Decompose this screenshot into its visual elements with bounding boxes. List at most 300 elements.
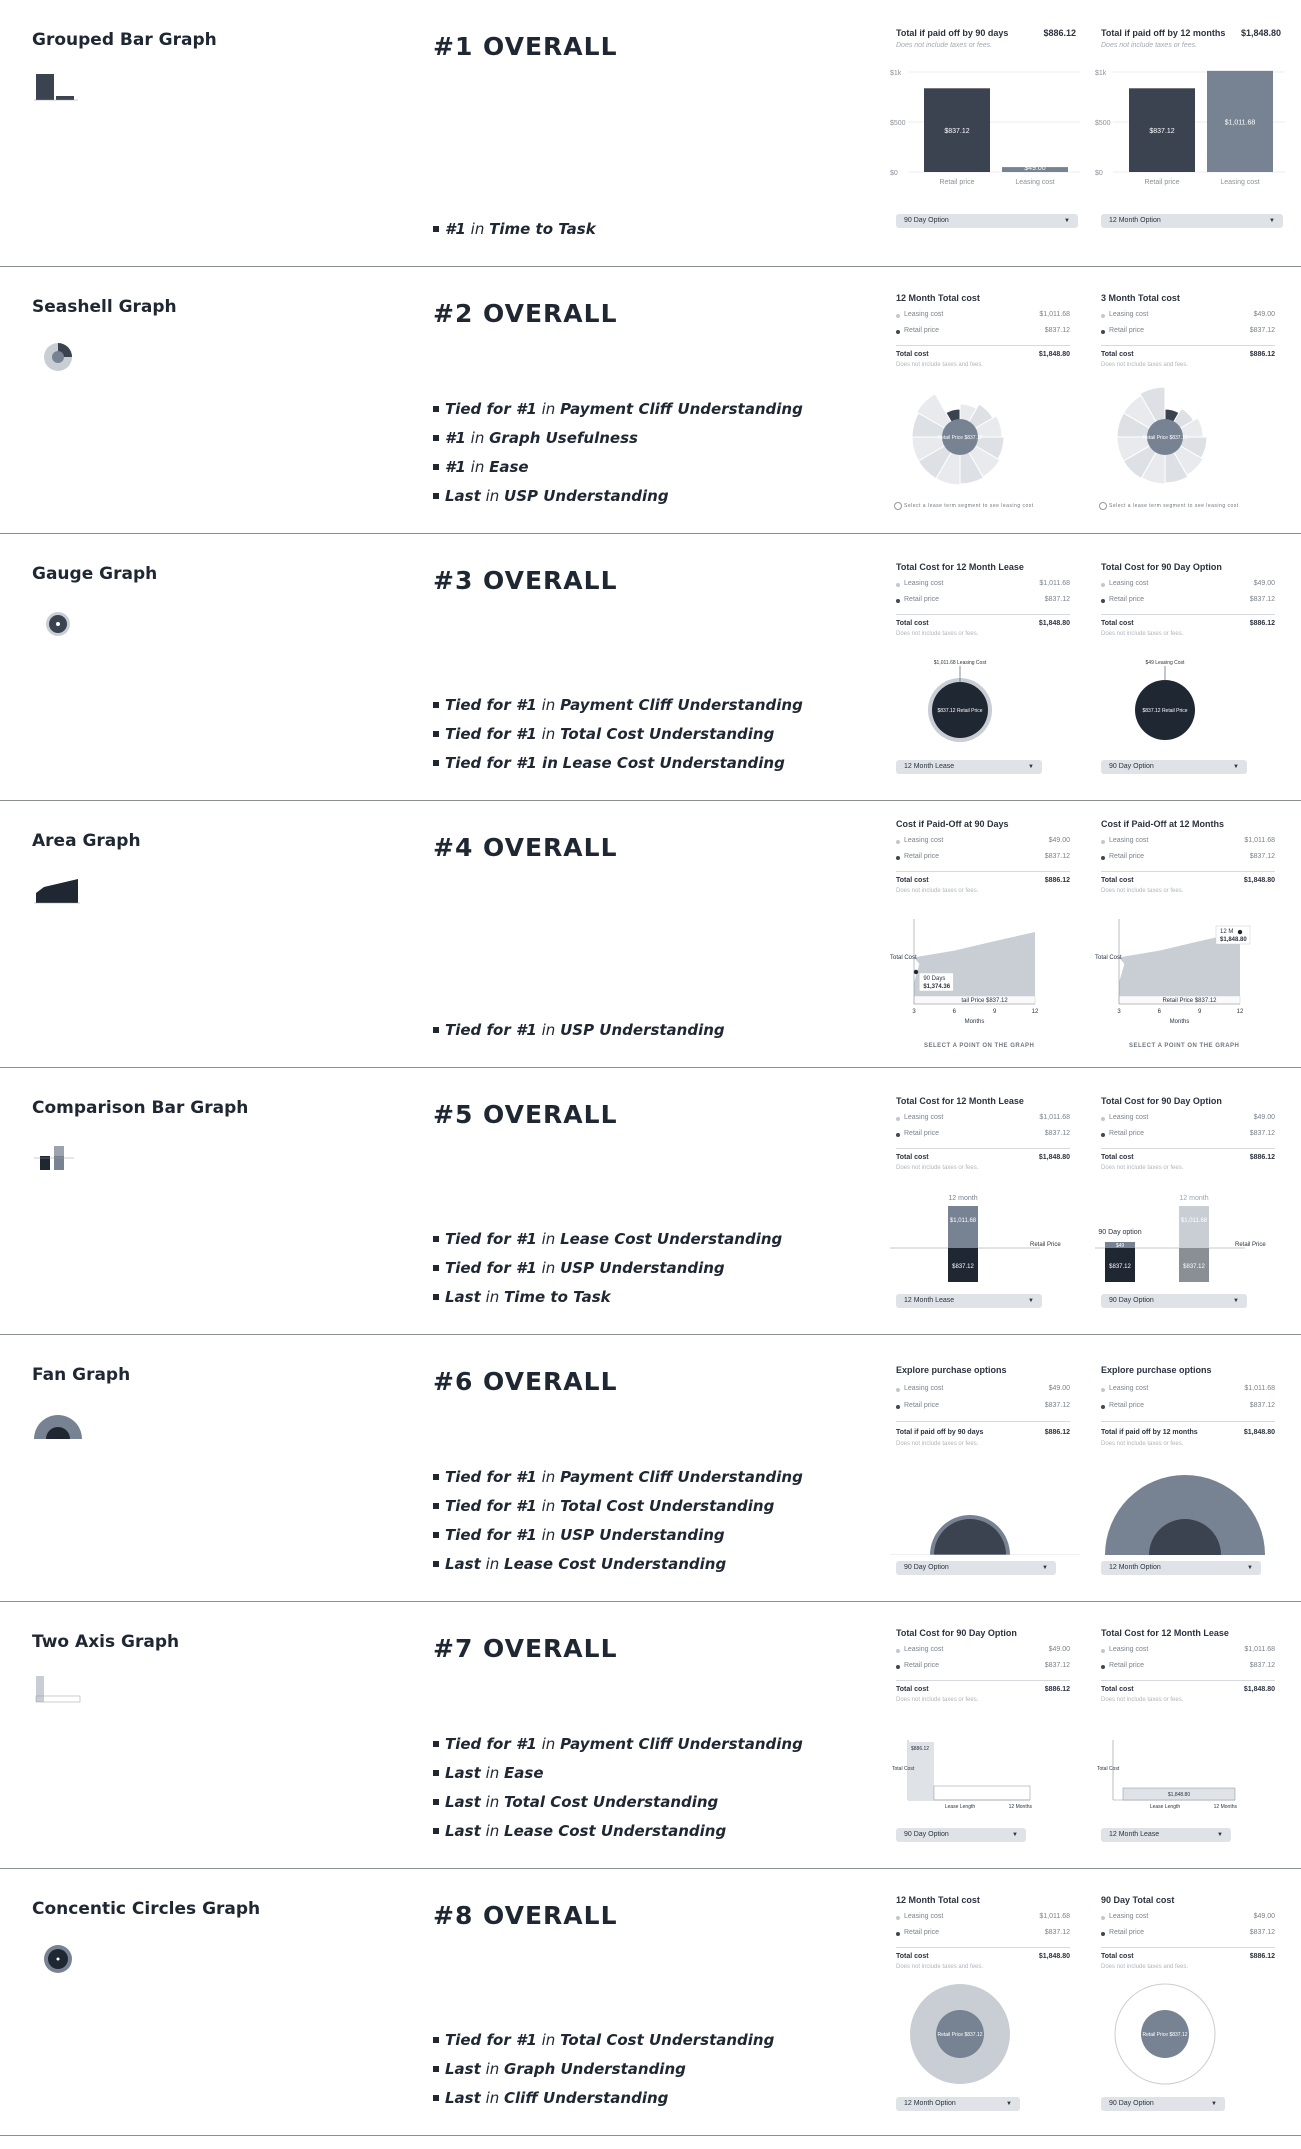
tooltip-label: 12 M xyxy=(1220,929,1234,935)
y-tick-label: $500 xyxy=(1095,120,1111,127)
legend-dot xyxy=(1101,1117,1105,1121)
bar-term-label-compare: 12 month xyxy=(1179,1195,1209,1202)
row-value: $837.12 xyxy=(1044,1130,1070,1137)
row-value: $1,011.68 xyxy=(1039,1114,1070,1121)
award-topic: Lease Cost Understanding xyxy=(562,754,785,772)
y-axis-label: Total Cost xyxy=(892,1766,915,1772)
term-dropdown[interactable] xyxy=(896,1294,1042,1308)
total-value: $886.12 xyxy=(1044,1429,1070,1436)
total-label: Total cost xyxy=(896,351,929,358)
dropdown-value: 12 Month Lease xyxy=(1109,1831,1160,1838)
total-label: Total if paid off by 90 days xyxy=(896,1429,984,1436)
legend-dot xyxy=(896,1117,900,1121)
row-label: Retail price xyxy=(1109,1662,1145,1669)
y-axis-label: Total Cost xyxy=(890,955,917,961)
center-label: Retail Price $837.12 xyxy=(1142,2032,1188,2038)
legend-dot xyxy=(1101,1388,1105,1392)
award-in: in xyxy=(541,400,556,418)
term-dropdown[interactable] xyxy=(1101,1294,1247,1308)
example-panels xyxy=(880,534,1301,800)
fees-note: Does not include taxes or fees. xyxy=(1101,1697,1184,1703)
example-panels xyxy=(880,1068,1301,1334)
bar-chart xyxy=(890,62,1080,192)
fees-note: Does not include taxes or fees. xyxy=(896,631,979,637)
dropdown-value: 90 Day Option xyxy=(1109,2100,1154,2107)
graph-section xyxy=(0,1602,1301,1869)
total-value: $1,848.80 xyxy=(1243,877,1275,884)
total-label: Total cost xyxy=(896,1953,929,1960)
fees-note: Does not include taxes or fees. xyxy=(1101,42,1198,49)
divider xyxy=(1101,1421,1275,1422)
total-value: $886.12 xyxy=(1249,351,1275,358)
caret-down-icon: ▼ xyxy=(1028,1298,1034,1304)
example-panel xyxy=(890,1068,1080,1334)
row-label: Leasing cost xyxy=(904,1385,944,1392)
y-tick-label: $0 xyxy=(890,170,898,177)
award-item xyxy=(433,1016,725,1045)
award-list xyxy=(433,395,803,511)
award-item xyxy=(433,395,803,424)
example-panels xyxy=(880,1869,1301,2135)
row-value: $837.12 xyxy=(1044,1662,1070,1669)
award-rank: #1 xyxy=(445,458,466,476)
graph-thumbnail xyxy=(34,1674,86,1710)
x-tick-label: Leasing cost xyxy=(1015,179,1055,186)
award-in: in xyxy=(470,220,485,238)
x-tick-label: 6 xyxy=(1157,1009,1162,1015)
award-rank: Last xyxy=(445,487,481,505)
award-in: in xyxy=(541,1230,556,1248)
leasing-value: $1,011.68 xyxy=(949,1218,977,1224)
example-panel xyxy=(890,801,1080,1067)
award-item xyxy=(433,482,803,511)
panel-title: Total if paid off by 90 days xyxy=(896,28,1009,38)
two-axis-chart xyxy=(890,1720,1080,1810)
divider xyxy=(896,1680,1070,1681)
award-rank: Tied for #1 in xyxy=(445,754,558,772)
award-in: in xyxy=(485,1555,500,1573)
award-in: in xyxy=(541,1259,556,1277)
graph-thumbnail xyxy=(34,1941,86,1977)
gauge-chart xyxy=(1095,658,1285,758)
award-topic: USP Understanding xyxy=(560,1526,725,1544)
row-label: Retail price xyxy=(904,1130,940,1137)
row-label: Leasing cost xyxy=(904,1913,944,1920)
y-axis-label: Total Cost xyxy=(1095,955,1122,961)
award-item xyxy=(433,1283,782,1312)
seashell-chart xyxy=(890,367,1080,497)
total-label: Total cost xyxy=(1101,620,1134,627)
graph-name: Gauge Graph xyxy=(32,564,158,584)
total-value: $886.12 xyxy=(1249,1154,1275,1161)
leasing-bar-compare[interactable] xyxy=(1179,1206,1209,1248)
fees-note: Does not include taxes and fees. xyxy=(1101,362,1189,368)
row-value: $837.12 xyxy=(1044,853,1070,860)
example-panel xyxy=(890,1335,1080,1601)
dropdown-value: 90 Day Option xyxy=(904,217,949,224)
selected-point[interactable] xyxy=(1238,930,1242,934)
award-item xyxy=(433,2026,774,2055)
award-rank: Last xyxy=(445,2089,481,2107)
award-item xyxy=(433,1521,803,1550)
total-value: $1,848.80 xyxy=(1243,1429,1275,1436)
row-label: Leasing cost xyxy=(1109,1646,1149,1653)
fan-chart xyxy=(1095,1465,1285,1555)
term-dropdown[interactable] xyxy=(1101,2097,1225,2111)
panel-title: Total if paid off by 12 months xyxy=(1101,28,1226,38)
total-value: $886.12 xyxy=(1249,620,1275,627)
caret-down-icon: ▼ xyxy=(1269,218,1275,224)
center-label: $837.12 Retail Price xyxy=(937,708,983,714)
legend-dot xyxy=(1101,330,1105,334)
row-value: $837.12 xyxy=(1249,1130,1275,1137)
panel-title: Total Cost for 90 Day Option xyxy=(1101,1096,1222,1106)
panel-title: 12 Month Total cost xyxy=(896,293,980,303)
legend-dot xyxy=(1101,1916,1105,1920)
award-item xyxy=(433,1759,803,1788)
row-value: $49.00 xyxy=(1253,580,1275,587)
x-tick-label: 3 xyxy=(1117,1009,1121,1015)
award-in: in xyxy=(541,696,556,714)
row-value: $837.12 xyxy=(1044,596,1070,603)
graph-section xyxy=(0,267,1301,534)
gauge-chart xyxy=(890,658,1080,758)
award-topic: Graph Understanding xyxy=(504,2060,686,2078)
fees-note: Does not include taxes and fees. xyxy=(1101,1964,1189,1970)
row-label: Leasing cost xyxy=(1109,1114,1149,1121)
row-value: $49.00 xyxy=(1253,1913,1275,1920)
award-item xyxy=(433,1492,803,1521)
panel-total: $1,848.80 xyxy=(1240,28,1281,38)
divider xyxy=(896,1947,1070,1948)
dropdown-value: 12 Month Option xyxy=(1109,1564,1161,1571)
award-topic: Ease xyxy=(504,1764,544,1782)
legend-dot xyxy=(896,1133,900,1137)
row-value: $837.12 xyxy=(1249,853,1275,860)
divider xyxy=(896,614,1070,615)
panel-title: Explore purchase options xyxy=(896,1365,1007,1375)
graph-thumbnail xyxy=(34,1407,86,1443)
legend-dot xyxy=(1101,599,1105,603)
award-topic: Time to Task xyxy=(489,220,596,238)
row-value: $49.00 xyxy=(1048,1646,1070,1653)
retail-value-compare: $837.12 xyxy=(1183,1264,1205,1270)
row-label: Leasing cost xyxy=(904,1114,944,1121)
award-rank: Tied for #1 xyxy=(445,1230,537,1248)
selected-point[interactable] xyxy=(914,970,918,974)
x-axis-label: Lease Length xyxy=(944,1804,976,1810)
graph-name: Comparison Bar Graph xyxy=(32,1098,249,1118)
legend-dot xyxy=(896,330,900,334)
lease-length-box xyxy=(934,1786,1030,1800)
caret-down-icon: ▼ xyxy=(1006,2101,1012,2107)
example-panel xyxy=(1095,1335,1285,1601)
retail-band-label: tail Price $837.12 xyxy=(961,998,1008,1004)
award-topic: Total Cost Understanding xyxy=(560,725,775,743)
panel-title: Total Cost for 90 Day Option xyxy=(1101,562,1222,572)
x-tick-label: Leasing cost xyxy=(1220,179,1260,186)
bar-value-label: $1,011.68 xyxy=(1224,119,1256,127)
row-value: $1,011.68 xyxy=(1039,580,1070,587)
area-chart xyxy=(1095,909,1285,1049)
award-item xyxy=(433,1225,782,1254)
caret-down-icon: ▼ xyxy=(1028,764,1034,770)
x-end-label: 12 Months xyxy=(1213,1804,1237,1810)
y-tick-label: $500 xyxy=(890,120,906,127)
overall-rank: #7 OVERALL xyxy=(433,1634,618,1663)
dropdown-value: 12 Month Option xyxy=(904,2100,956,2107)
award-topic: Payment Cliff Understanding xyxy=(560,400,803,418)
legend-dot xyxy=(1101,1405,1105,1409)
dropdown-value: 12 Month Lease xyxy=(904,763,955,770)
total-label: Total cost xyxy=(896,620,929,627)
fees-note: Does not include taxes and fees. xyxy=(896,362,984,368)
award-in: in xyxy=(470,429,485,447)
award-in: in xyxy=(541,1526,556,1544)
award-topic: Time to Task xyxy=(504,1288,611,1306)
award-topic: Total Cost Understanding xyxy=(560,1497,775,1515)
row-label: Retail price xyxy=(904,596,940,603)
dropdown-value: 12 Month Option xyxy=(1109,217,1161,224)
divider xyxy=(1101,345,1275,346)
x-tick-label: 12 xyxy=(1031,1009,1039,1015)
fees-note: Does not include taxes or fees. xyxy=(896,1441,979,1447)
retail-value: $837.12 xyxy=(1109,1264,1131,1270)
x-tick-label: 6 xyxy=(952,1009,957,1015)
award-item xyxy=(433,215,596,244)
award-item xyxy=(433,1550,803,1579)
caret-down-icon: ▼ xyxy=(1247,1565,1253,1571)
graph-name: Fan Graph xyxy=(32,1365,131,1385)
term-dropdown[interactable] xyxy=(896,760,1042,774)
legend-dot xyxy=(1101,840,1105,844)
award-in: in xyxy=(485,1822,500,1840)
award-rank: Tied for #1 xyxy=(445,1497,537,1515)
award-in: in xyxy=(485,2089,500,2107)
x-axis-label: Lease Length xyxy=(1149,1804,1181,1810)
award-topic: Lease Cost Understanding xyxy=(504,1555,727,1573)
x-axis-label: Months xyxy=(964,1019,985,1025)
award-list xyxy=(433,1016,725,1045)
award-topic: Total Cost Understanding xyxy=(504,1793,719,1811)
term-dropdown[interactable] xyxy=(896,1561,1056,1575)
retail-side-label: Retail Price xyxy=(1235,1242,1266,1248)
row-label: Retail price xyxy=(904,1929,940,1936)
fees-note: Does not include taxes or fees. xyxy=(896,1165,979,1171)
example-panel xyxy=(1095,1068,1285,1334)
row-value: $1,011.68 xyxy=(1039,311,1070,318)
example-panel xyxy=(1095,534,1285,800)
y-tick-label: $1k xyxy=(890,70,902,77)
award-rank: Tied for #1 xyxy=(445,2031,537,2049)
select-hint: SELECT A POINT ON THE GRAPH xyxy=(924,1043,1035,1049)
award-item xyxy=(433,691,803,720)
panel-title: 3 Month Total cost xyxy=(1101,293,1180,303)
legend-dot xyxy=(896,314,900,318)
award-item xyxy=(433,424,803,453)
divider xyxy=(896,1148,1070,1149)
award-list xyxy=(433,1225,782,1312)
award-in: in xyxy=(470,458,485,476)
fees-note: Does not include taxes or fees. xyxy=(1101,631,1184,637)
bar-chart xyxy=(1095,62,1285,192)
dropdown-value: 90 Day Option xyxy=(1109,1297,1154,1304)
award-topic: Cliff Understanding xyxy=(504,2089,669,2107)
example-panels xyxy=(880,1335,1301,1601)
total-value: $886.12 xyxy=(1249,1953,1275,1960)
legend-dot xyxy=(896,583,900,587)
example-panels xyxy=(880,267,1301,533)
retail-band-label: Retail Price $837.12 xyxy=(1162,998,1217,1004)
example-panel xyxy=(1095,1602,1285,1868)
row-label: Leasing cost xyxy=(904,311,944,318)
row-value: $1,011.68 xyxy=(1244,1385,1275,1392)
award-list xyxy=(433,691,803,778)
example-panels xyxy=(880,801,1301,1067)
term-dropdown[interactable] xyxy=(896,1828,1026,1842)
y-axis-label: Total Cost xyxy=(1097,1766,1120,1772)
x-tick-label: 3 xyxy=(912,1009,916,1015)
leasing-value: $49 xyxy=(1115,1243,1125,1249)
graph-thumbnail xyxy=(34,72,86,108)
bar-term-label: 12 month xyxy=(948,1195,978,1202)
overall-rank: #8 OVERALL xyxy=(433,1901,618,1930)
graph-name: Grouped Bar Graph xyxy=(32,30,217,50)
award-topic: Graph Usefulness xyxy=(489,429,638,447)
area-fill xyxy=(914,932,1035,1004)
graph-name: Seashell Graph xyxy=(32,297,177,317)
term-dropdown[interactable] xyxy=(1101,1828,1231,1842)
fees-note: Does not include taxes or fees. xyxy=(896,888,979,894)
legend-dot xyxy=(896,1665,900,1669)
award-topic: Lease Cost Understanding xyxy=(560,1230,783,1248)
fees-note: Does not include taxes and fees. xyxy=(896,1964,984,1970)
award-rank: Tied for #1 xyxy=(445,1735,537,1753)
bar-term-label: 90 Day option xyxy=(1098,1229,1142,1236)
term-dropdown[interactable] xyxy=(896,2097,1020,2111)
award-rank: #1 xyxy=(445,429,466,447)
award-item xyxy=(433,453,803,482)
legend-dot xyxy=(1101,583,1105,587)
retail-side-label: Retail Price xyxy=(1030,1242,1061,1248)
term-dropdown[interactable] xyxy=(1101,760,1247,774)
overall-rank: #5 OVERALL xyxy=(433,1100,618,1129)
legend-dot xyxy=(896,856,900,860)
award-in: in xyxy=(485,1764,500,1782)
award-topic: Ease xyxy=(489,458,529,476)
award-in: in xyxy=(485,1288,500,1306)
total-label: Total if paid off by 12 months xyxy=(1101,1429,1198,1436)
row-value: $49.00 xyxy=(1048,837,1070,844)
legend-dot xyxy=(896,1932,900,1936)
bar-value-label: $886.12 xyxy=(911,1746,930,1752)
overall-rank: #2 OVERALL xyxy=(433,299,618,328)
row-value: $49.00 xyxy=(1048,1385,1070,1392)
example-panel xyxy=(890,0,1080,266)
overall-rank: #3 OVERALL xyxy=(433,566,618,595)
example-panel xyxy=(1095,1869,1285,2135)
row-label: Retail price xyxy=(1109,596,1145,603)
award-item xyxy=(433,1463,803,1492)
award-in: in xyxy=(485,2060,500,2078)
legend-dot xyxy=(1101,856,1105,860)
fees-note: Does not include taxes or fees. xyxy=(1101,1441,1184,1447)
leasing-bar[interactable] xyxy=(948,1206,978,1248)
legend-dot xyxy=(1101,314,1105,318)
award-rank: #1 xyxy=(445,220,466,238)
tooltip-value: $1,848.80 xyxy=(1220,937,1247,943)
select-hint: Select a lease term segment to see leasing cost xyxy=(1109,503,1239,509)
select-hint: Select a lease term segment to see leasing cost xyxy=(904,503,1034,509)
x-tick-label: 9 xyxy=(992,1009,997,1015)
award-rank: Tied for #1 xyxy=(445,1468,537,1486)
award-list xyxy=(433,1730,803,1846)
tooltip-label: 90 Days xyxy=(923,976,946,982)
row-label: Retail price xyxy=(1109,853,1145,860)
example-panels xyxy=(880,1602,1301,1868)
graph-thumbnail xyxy=(34,606,86,642)
radio-icon[interactable] xyxy=(894,502,902,510)
legend-dot xyxy=(1101,1649,1105,1653)
award-item xyxy=(433,1254,782,1283)
fan-chart xyxy=(890,1465,1080,1555)
example-panel xyxy=(1095,801,1285,1067)
graph-name: Concentic Circles Graph xyxy=(32,1899,261,1919)
row-value: $837.12 xyxy=(1249,596,1275,603)
term-dropdown[interactable] xyxy=(1101,214,1283,228)
row-label: Retail price xyxy=(904,1402,940,1409)
panel-title: Explore purchase options xyxy=(1101,1365,1212,1375)
x-tick-label: Retail price xyxy=(939,179,975,186)
x-tick-label: 12 xyxy=(1236,1009,1244,1015)
row-label: Retail price xyxy=(904,1662,940,1669)
x-tick-label: 9 xyxy=(1197,1009,1202,1015)
award-rank: Last xyxy=(445,1288,481,1306)
award-in: in xyxy=(541,1497,556,1515)
fees-note: Does not include taxes or fees. xyxy=(896,1697,979,1703)
row-value: $1,011.68 xyxy=(1244,837,1275,844)
overall-rank: #1 OVERALL xyxy=(433,32,618,61)
overall-rank: #6 OVERALL xyxy=(433,1367,618,1396)
dropdown-value: 90 Day Option xyxy=(1109,763,1154,770)
row-label: Leasing cost xyxy=(1109,1913,1149,1920)
graph-section xyxy=(0,801,1301,1068)
example-panel xyxy=(890,1602,1080,1868)
row-value: $49.00 xyxy=(1253,1114,1275,1121)
y-tick-label: $0 xyxy=(1095,170,1103,177)
row-value: $1,011.68 xyxy=(1244,1646,1275,1653)
award-item xyxy=(433,749,803,778)
term-dropdown[interactable] xyxy=(896,214,1078,228)
radio-icon[interactable] xyxy=(1099,502,1107,510)
graph-thumbnail xyxy=(34,339,86,375)
y-tick-label: $1k xyxy=(1095,70,1107,77)
divider xyxy=(1101,1680,1275,1681)
graph-section xyxy=(0,1335,1301,1602)
total-label: Total cost xyxy=(896,1686,929,1693)
row-label: Leasing cost xyxy=(904,580,944,587)
legend-dot xyxy=(896,1388,900,1392)
term-dropdown[interactable] xyxy=(1101,1561,1261,1575)
overall-rank: #4 OVERALL xyxy=(433,833,618,862)
two-axis-chart xyxy=(1095,1720,1285,1810)
x-axis-label: Months xyxy=(1169,1019,1190,1025)
award-rank: Last xyxy=(445,1822,481,1840)
leasing-value-compare: $1,011.68 xyxy=(1180,1218,1208,1224)
divider xyxy=(1101,1947,1275,1948)
total-label: Total cost xyxy=(896,877,929,884)
graph-section xyxy=(0,1869,1301,2136)
